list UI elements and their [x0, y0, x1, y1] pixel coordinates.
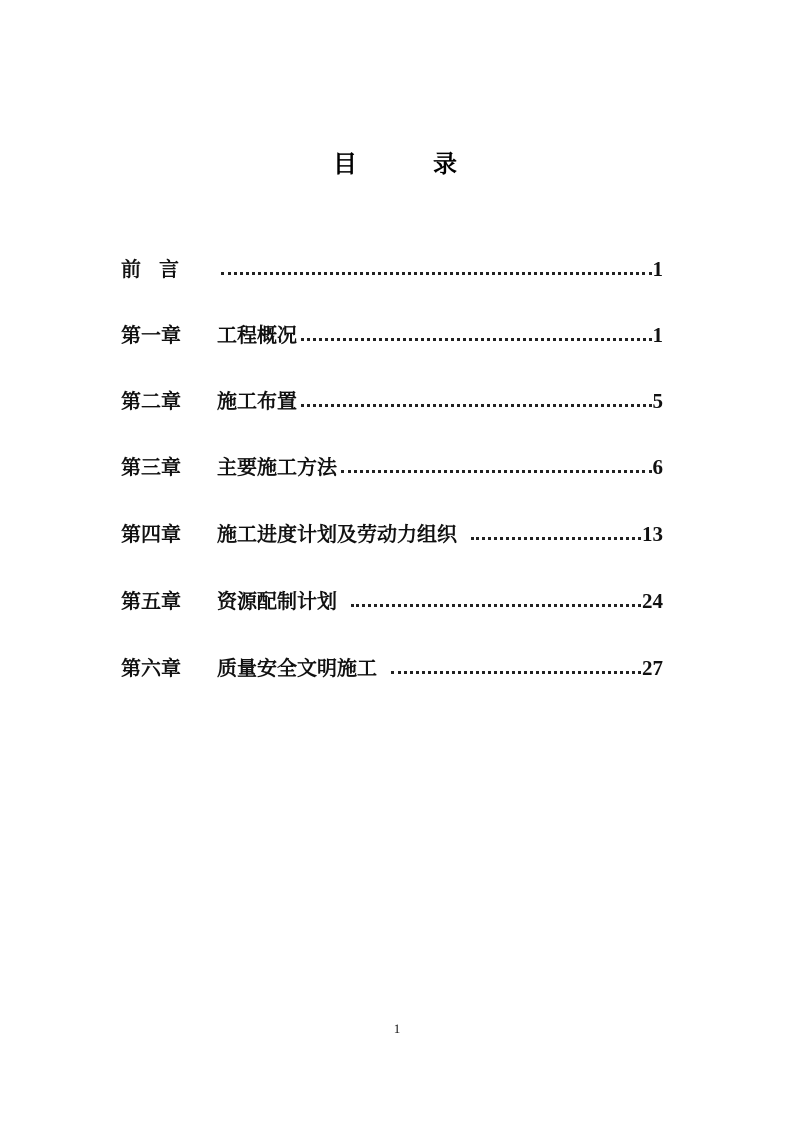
toc-dot-leader	[221, 272, 652, 275]
toc-entry-page: 1	[652, 257, 663, 281]
toc-entry-page: 5	[652, 389, 663, 413]
toc-entry-title: 施工布置	[217, 389, 297, 413]
toc-dot-leader	[301, 404, 652, 407]
toc-entry-chapter: 第四章	[121, 522, 181, 546]
toc-dot-leader	[301, 338, 652, 341]
toc-entry-page: 1	[652, 323, 663, 347]
toc-entry-chapter: 第二章	[121, 389, 181, 413]
toc-entry-chapter: 第三章	[121, 455, 181, 479]
toc-entry-page: 24	[642, 589, 663, 613]
toc-entry-chapter: 第六章	[121, 656, 181, 680]
toc-title-char-2: 录	[433, 150, 457, 178]
toc-dot-leader	[341, 470, 652, 473]
toc-title	[0, 144, 794, 180]
toc-entry-chapter: 前言	[121, 257, 197, 281]
toc-entry-chapter-4[interactable]	[121, 517, 663, 547]
toc-dot-leader	[391, 671, 641, 674]
toc-entry-title: 质量安全文明施工	[217, 656, 377, 680]
toc-entry-page: 13	[642, 522, 663, 546]
toc-entry-page: 6	[652, 455, 663, 479]
toc-entry-chapter-2[interactable]	[121, 384, 663, 414]
toc-entry-chapter-3[interactable]	[121, 450, 663, 480]
toc-entry-title: 资源配制计划	[217, 589, 337, 613]
toc-entry-preface[interactable]	[121, 252, 663, 282]
toc-dot-leader	[471, 537, 641, 540]
toc-entry-chapter-1[interactable]	[121, 318, 663, 348]
toc-entry-title: 主要施工方法	[217, 455, 337, 479]
toc-entry-title: 施工进度计划及劳动力组织	[217, 522, 457, 546]
toc-dot-leader	[351, 604, 641, 607]
toc-entry-chapter: 第一章	[121, 323, 181, 347]
toc-entry-chapter: 第五章	[121, 589, 181, 613]
toc-title-char-1: 目	[333, 150, 357, 178]
toc-entry-chapter-5[interactable]	[121, 584, 663, 614]
toc-entry-chapter-6[interactable]	[121, 651, 663, 681]
toc-entry-title: 工程概况	[217, 323, 297, 347]
footer-page-number: 1	[393, 1021, 401, 1036]
toc-entry-page: 27	[642, 656, 663, 680]
